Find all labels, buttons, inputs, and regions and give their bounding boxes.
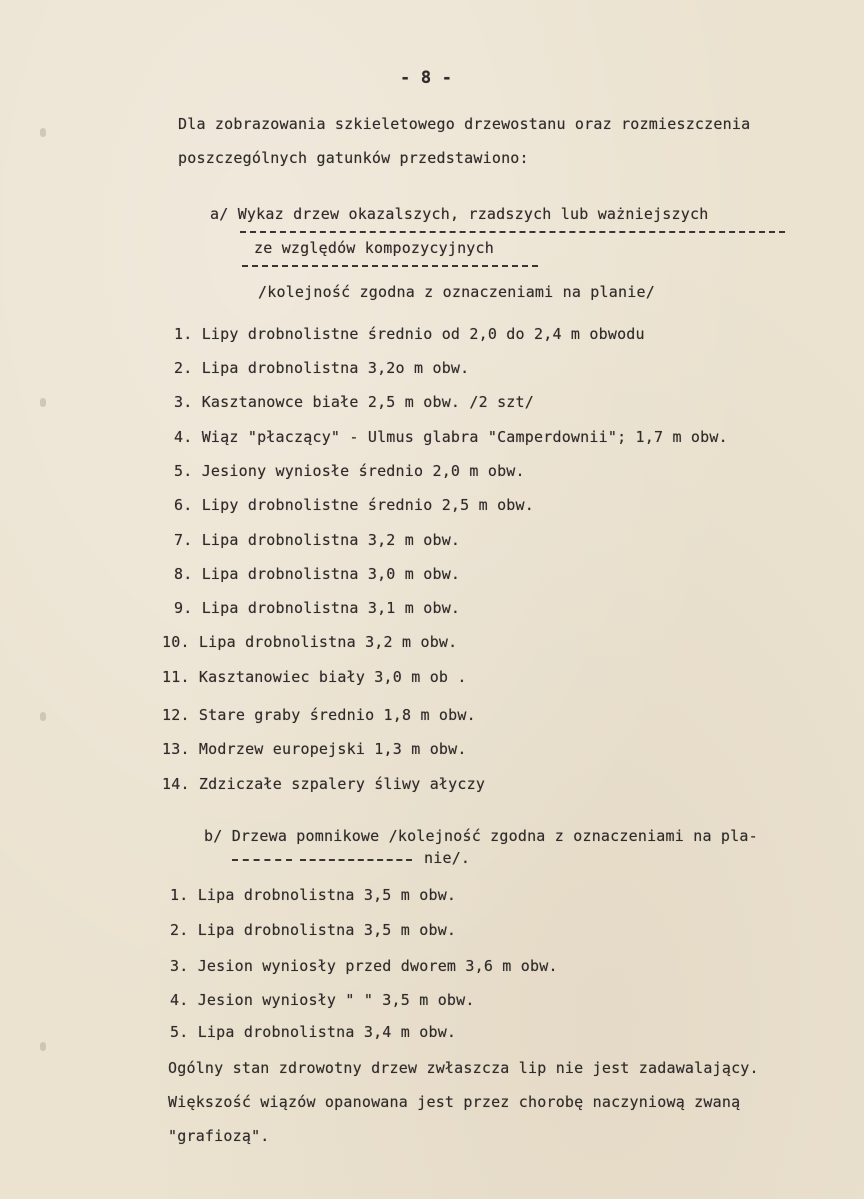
- section-b-item: 1. Lipa drobnolistna 3,5 m obw.: [170, 886, 457, 904]
- section-a-item: 4. Wiąz "płaczący" - Ulmus glabra "Camperdownii"; 1,7 m obw.: [174, 428, 728, 446]
- binder-hole-mark: [40, 398, 46, 407]
- closing-line-2: Większość wiązów opanowana jest przez chorobę naczyniową zwaną: [168, 1093, 741, 1111]
- intro-line-2: poszczególnych gatunków przedstawiono:: [178, 149, 529, 167]
- section-a-heading-underline: [240, 231, 785, 233]
- section-a-item: 3. Kasztanowce białe 2,5 m obw. /2 szt/: [174, 393, 534, 411]
- section-a-item: 8. Lipa drobnolistna 3,0 m obw.: [174, 565, 461, 583]
- section-a-heading: a/ Wykaz drzew okazalszych, rzadszych lub ważniejszych: [210, 205, 709, 223]
- closing-line-3: "grafiozą".: [168, 1127, 270, 1145]
- section-a-item: 5. Jesiony wyniosłe średnio 2,0 m obw.: [174, 462, 525, 480]
- section-a-heading-underline-2: [242, 265, 538, 267]
- section-b-item: 4. Jesion wyniosły " " 3,5 m obw.: [170, 991, 475, 1009]
- section-b-item: 2. Lipa drobnolistna 3,5 m obw.: [170, 921, 457, 939]
- section-a-order-note: /kolejność zgodna z oznaczeniami na planie/: [258, 283, 655, 301]
- section-a-item: 6. Lipy drobnolistne średnio 2,5 m obw.: [174, 496, 534, 514]
- section-a-item: 10. Lipa drobnolistna 3,2 m obw.: [162, 633, 458, 651]
- section-a-heading-continued: ze względów kompozycyjnych: [254, 239, 494, 257]
- binder-hole-mark: [40, 1042, 46, 1051]
- section-b-item: 3. Jesion wyniosły przed dworem 3,6 m obw.: [170, 957, 558, 975]
- intro-line-1: Dla zobrazowania szkieletowego drzewostanu oraz rozmieszczenia: [178, 115, 751, 133]
- section-b-heading-underline: [232, 859, 292, 861]
- section-b-heading-continued: nie/.: [424, 849, 471, 867]
- section-b-heading: b/ Drzewa pomnikowe /kolejność zgodna z oznaczeniami na pla-: [204, 827, 758, 845]
- section-a-item: 14. Zdziczałe szpalery śliwy ałyczy: [162, 775, 486, 793]
- binder-hole-mark: [40, 712, 46, 721]
- section-a-item: 7. Lipa drobnolistna 3,2 m obw.: [174, 531, 461, 549]
- section-a-item: 13. Modrzew europejski 1,3 m obw.: [162, 740, 467, 758]
- section-a-item: 2. Lipa drobnolistna 3,2o m obw.: [174, 359, 470, 377]
- binder-hole-mark: [40, 128, 46, 137]
- section-a-item: 1. Lipy drobnolistne średnio od 2,0 do 2,4 m obwodu: [174, 325, 645, 343]
- section-b-heading-underline-2: [300, 859, 412, 861]
- page-number: - 8 -: [400, 68, 453, 88]
- section-a-item: 12. Stare graby średnio 1,8 m obw.: [162, 706, 476, 724]
- section-a-item: 11. Kasztanowiec biały 3,0 m ob .: [162, 668, 467, 686]
- section-b-item: 5. Lipa drobnolistna 3,4 m obw.: [170, 1023, 457, 1041]
- section-a-item: 9. Lipa drobnolistna 3,1 m obw.: [174, 599, 461, 617]
- closing-line-1: Ogólny stan zdrowotny drzew zwłaszcza lip nie jest zadawalający.: [168, 1059, 759, 1077]
